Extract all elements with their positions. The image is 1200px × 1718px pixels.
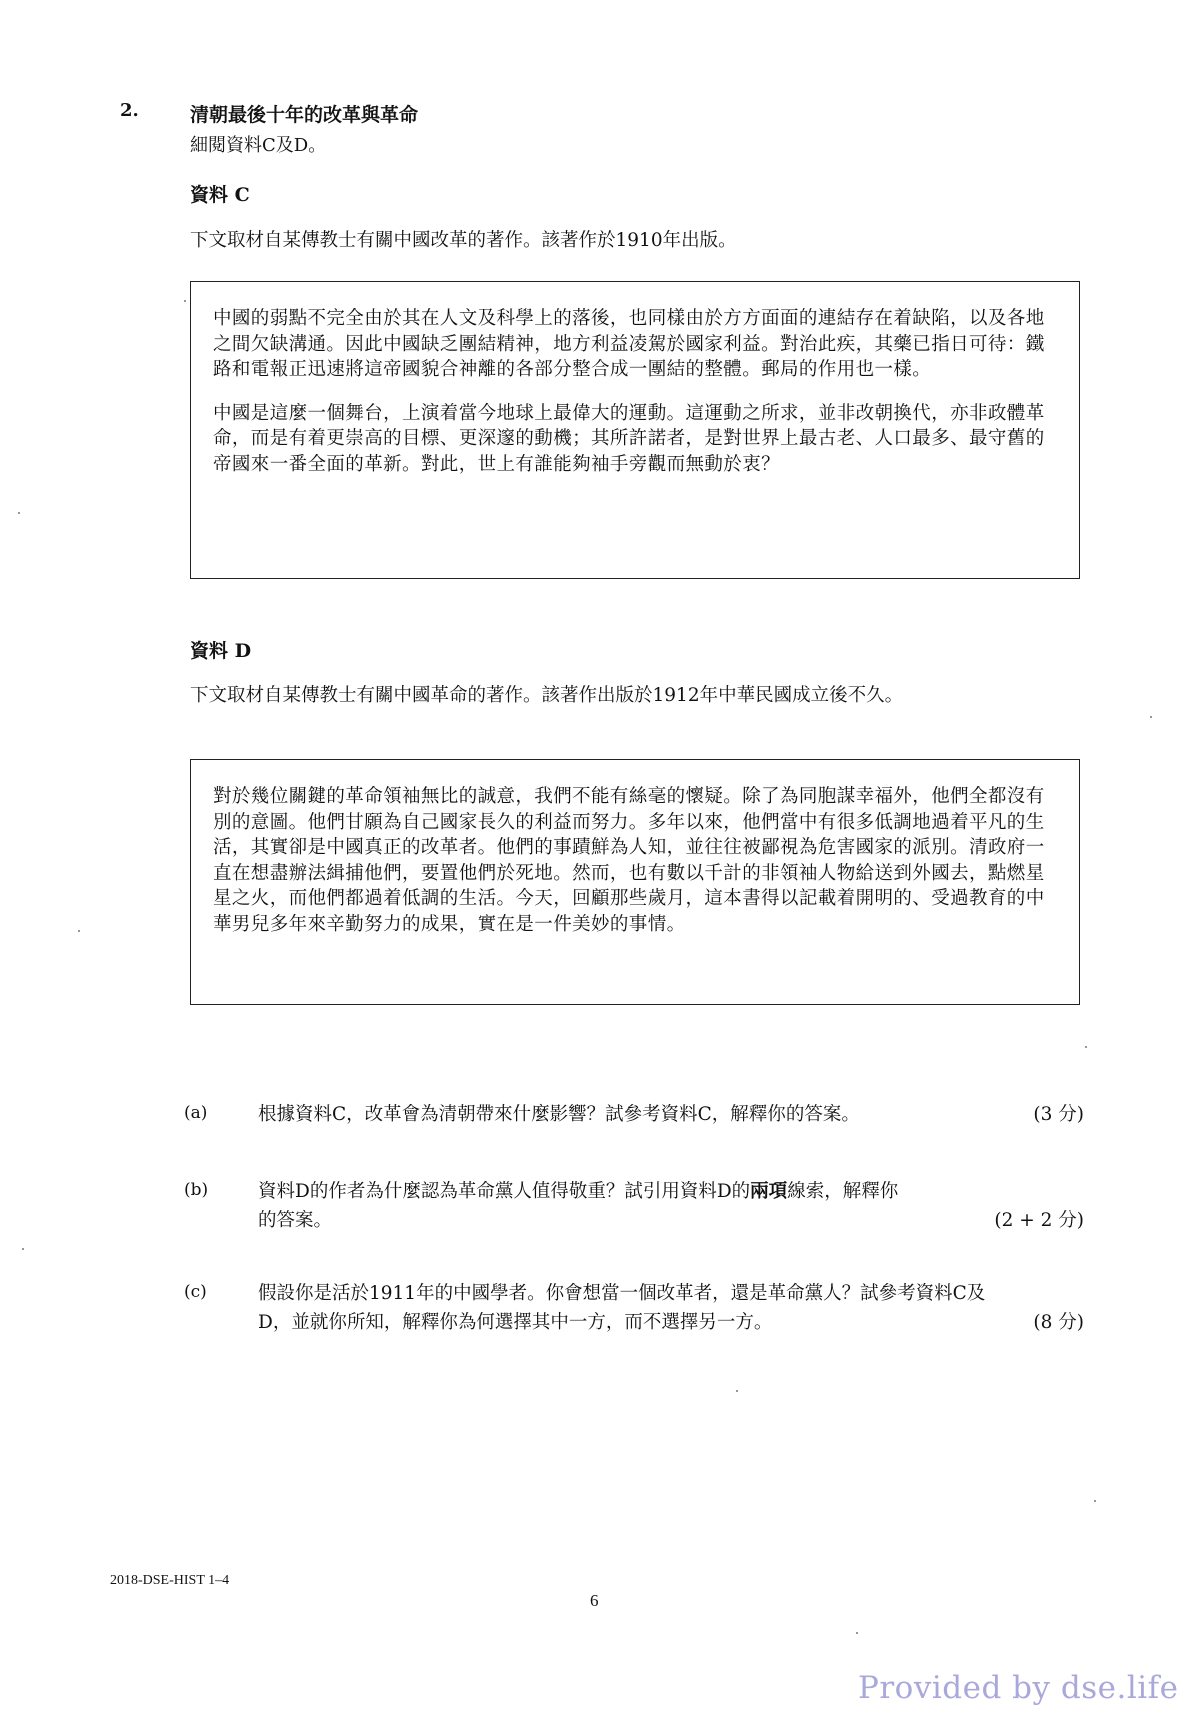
question-number: 2. bbox=[120, 100, 139, 121]
sub-question-a bbox=[258, 1100, 1084, 1129]
scan-speck bbox=[1150, 716, 1152, 718]
sub-question-a-marks: (3 分) bbox=[1033, 1104, 1084, 1125]
scan-speck bbox=[1085, 1046, 1087, 1048]
sub-question-b-emphasis: 兩項 bbox=[750, 1181, 788, 1202]
sub-question-c-text: 假設你是活於1911年的中國學者。你會想當一個改革者，還是革命黨人？試參考資料C及D，並就你所知，解釋你為何選擇其中一方，而不選擇另一方。 bbox=[258, 1283, 986, 1333]
sub-question-c-marks: (8 分) bbox=[1033, 1312, 1084, 1333]
source-c-paragraph-2: 中國是這麼一個舞台，上演着當今地球上最偉大的運動。這運動之所求，並非改朝換代，亦非政體革命，而是有着更崇高的目標、更深邃的動機；其所許諾者，是對世界上最古老、人口最多、最守舊的帝國來一番全面的革新。對此，世上有誰能夠袖手旁觀而無動於衷？ bbox=[213, 402, 1045, 475]
scan-speck bbox=[22, 1248, 24, 1250]
sub-question-b bbox=[258, 1177, 1084, 1235]
source-d-paragraph: 對於幾位關鍵的革命領袖無比的誠意，我們不能有絲毫的懷疑。除了為同胞謀幸福外，他們全都沒有別的意圖。他們甘願為自己國家長久的利益而努力。多年以來，他們當中有很多低調地過着平凡的生活，其實卻是中國真正的改革者。他們的事蹟鮮為人知，並往往被鄙視為危害國家的派別。清政府一直在想盡辦法緝捕他們，要置他們於死地。然而，也有數以千計的非領袖人物給送到外國去，點燃星星之火，而他們都過着低調的生活。今天，回顧那些歲月，這本書得以記載着開明的、受過教育的中華男兒多年來辛勤努力的成果，實在是一件美妙的事情。 bbox=[213, 786, 1045, 935]
sub-question-b-text-after: 線索，解釋你 bbox=[787, 1181, 899, 1202]
paper-code: 2018-DSE-HIST 1–4 bbox=[110, 1573, 230, 1588]
sub-question-c-letter: (c) bbox=[184, 1282, 207, 1302]
sub-question-b-marks: (2 + 2 分) bbox=[994, 1210, 1084, 1231]
sub-question-b-line-1 bbox=[258, 1177, 1084, 1206]
scan-speck bbox=[1094, 1500, 1096, 1502]
sub-question-a-text: 根據資料C，改革會為清朝帶來什麼影響？試參考資料C，解釋你的答案。 bbox=[258, 1104, 860, 1125]
page-number: 6 bbox=[590, 1591, 599, 1610]
source-d-box bbox=[190, 759, 1080, 1005]
source-c-paragraph-1: 中國的弱點不完全由於其在人文及科學上的落後，也同樣由於方方面面的連結存在着缺陷，以及各地之間欠缺溝通。因此中國缺乏團結精神，地方利益凌駕於國家利益。對治此疾，其藥已指日可待：鐵路和電報正迅速將這帝國貌合神離的各部分整合成一團結的整體。郵局的作用也一樣。 bbox=[213, 308, 1045, 380]
source-c-box bbox=[190, 281, 1080, 579]
scan-speck bbox=[184, 300, 186, 302]
sub-question-a-letter: (a) bbox=[184, 1103, 208, 1123]
scan-speck bbox=[78, 930, 80, 932]
sub-question-b-letter: (b) bbox=[184, 1180, 209, 1200]
sub-question-b-line-2 bbox=[258, 1206, 1084, 1235]
source-d-label: 資料 D bbox=[190, 640, 252, 662]
scan-speck bbox=[736, 1390, 738, 1392]
source-d-intro: 下文取材自某傳教士有關中國革命的著作。該著作出版於1912年中華民國成立後不久。 bbox=[190, 685, 904, 706]
question-title: 清朝最後十年的改革與革命 bbox=[190, 104, 419, 126]
question-instruction: 細閱資料C及D。 bbox=[190, 135, 327, 156]
sub-question-c bbox=[258, 1279, 1084, 1337]
watermark: Provided by dse.life bbox=[858, 1670, 1179, 1706]
source-c-label: 資料 C bbox=[190, 184, 250, 206]
scan-speck bbox=[856, 1632, 858, 1634]
sub-question-b-text-before: 資料D的作者為什麼認為革命黨人值得敬重？試引用資料D的 bbox=[258, 1181, 751, 1202]
sub-question-b-text-line2: 的答案。 bbox=[258, 1210, 333, 1231]
source-c-intro: 下文取材自某傳教士有關中國改革的著作。該著作於1910年出版。 bbox=[190, 230, 737, 251]
scan-speck bbox=[18, 512, 20, 514]
